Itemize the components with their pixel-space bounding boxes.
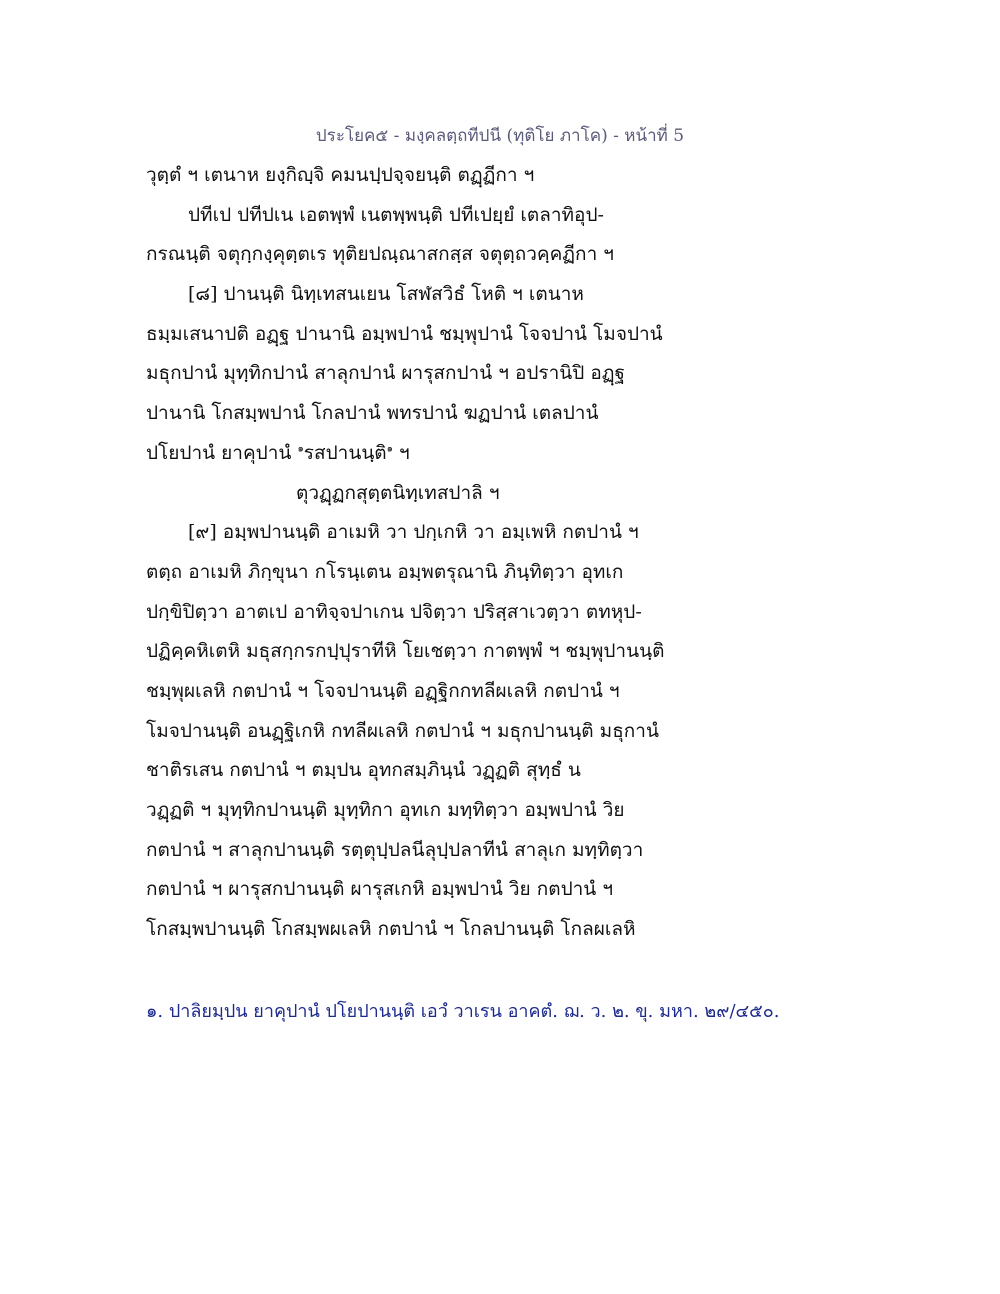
text-segment: ฯ — [393, 441, 410, 464]
text-line: โมจปานนฺติ อนฏฺฐิเกหิ กทลีผเลหิ กตปานํ ฯ มธุกปานนฺติ มธุกานํ — [146, 719, 659, 742]
text-line: ชมฺพุผเลหิ กตปานํ ฯ โจจปานนฺติ อฏฺฐิกกทลีผเลหิ กตปานํ ฯ — [146, 679, 620, 702]
text-line: มธุกปานํ มุทฺทิกปานํ สาลุกปานํ ผารุสกปานํ ฯ อปรานิปิ อฏฺฐ — [146, 362, 626, 385]
text-line: [๙] อมฺพปานนฺติ อาเมหิ วา ปกฺเกหิ วา อมฺเพหิ กตปานํ ฯ — [188, 521, 639, 544]
text-line: กรณนฺติ จตุกฺกงฺคุตฺตเร ทุติยปณฺณาสกสฺส จตุตฺถวคฺคฏีกา ฯ — [146, 243, 614, 266]
text-line: ปทีเป ปทีปเน เอตพฺพํ เนตพฺพนฺติ ปทีเปยฺยํ เตลาทิอุป- — [188, 203, 604, 226]
text-line: ตตฺถ อาเมหิ ภิกฺขุนา กโรนฺเตน อมฺพตรุณานิ ภินฺทิตฺวา อุทเก — [146, 560, 624, 583]
text-line: ชาติรเสน กตปานํ ฯ ตมฺปน อุทกสมฺภินฺนํ วฏฺฏติ สุทฺธํ น — [146, 759, 581, 782]
text-segment: รสปานนฺติ — [303, 441, 387, 464]
section-title: ตุวฏฺฏกสุตฺตนิทฺเทสปาลิ ฯ — [296, 481, 500, 504]
text-line: [๘] ปานนฺติ นิทฺเทสนเยน โสฬสวิธํ โหติ ฯ เตนาห — [188, 283, 584, 306]
page-body — [146, 156, 706, 950]
footnote: ๑. ปาลิยมฺปน ยาคุปานํ ปโยปานนฺติ เอวํ วาเรน อาคตํ. ฌ. ว. ๒. ขุ. มหา. ๒๙/๔๕๐. — [146, 1001, 780, 1022]
text-line: ปานานิ โกสมฺพปานํ โกลปานํ พทรปานํ ฆฏปานํ เตลปานํ — [146, 402, 599, 425]
text-line: วุตฺตํ ฯ เตนาห ยงฺกิญฺจิ คมนปฺปจฺจยนฺติ ตฏฺฏีกา ฯ — [146, 164, 535, 186]
text-line-with-footnote — [146, 434, 706, 474]
text-line: กตปานํ ฯ สาลุกปานนฺติ รตฺตุปฺปลนีลุปฺปลาทีนํ สาลุเก มทฺทิตฺวา — [146, 838, 644, 861]
text-line: ปฏิคฺคหิเตหิ มธุสกฺกรกปฺปุราทีหิ โยเชตฺวา กาตพฺพํ ฯ ชมฺพุปานนฺติ — [146, 640, 665, 663]
text-line: กตปานํ ฯ ผารุสกปานนฺติ ผารุสเกหิ อมฺพปานํ วิย กตปานํ ฯ — [146, 878, 613, 901]
text-line: โกสมฺพปานนฺติ โกสมฺพผเลหิ กตปานํ ฯ โกลปานนฺติ โกลผเลหิ — [146, 918, 636, 941]
text-line: ธมฺมเสนาปติ อฏฺฐ ปานานิ อมฺพปานํ ชมฺพุปานํ โจจปานํ โมจปานํ — [146, 322, 663, 345]
running-head: ประโยค๕ - มงฺคลตฺถทีปนี (ทุติโย ภาโค) - หน้าที่ 5 — [315, 126, 685, 146]
text-line: ปกฺขิปิตฺวา อาตเป อาทิจฺจปาเกน ปจิตฺวา ปริสฺสาเวตฺวา ตทหุป- — [146, 600, 642, 623]
footnote-marker: ๑ — [386, 443, 394, 455]
text-segment: ปโยปานํ ยาคุปานํ — [146, 441, 298, 464]
text-line: วฏฺฏติ ฯ มุทฺทิกปานนฺติ มุทฺทิกา อุทเก มทฺทิตฺวา อมฺพปานํ วิย — [146, 799, 625, 821]
footnote-marker: ๑ — [297, 443, 304, 455]
